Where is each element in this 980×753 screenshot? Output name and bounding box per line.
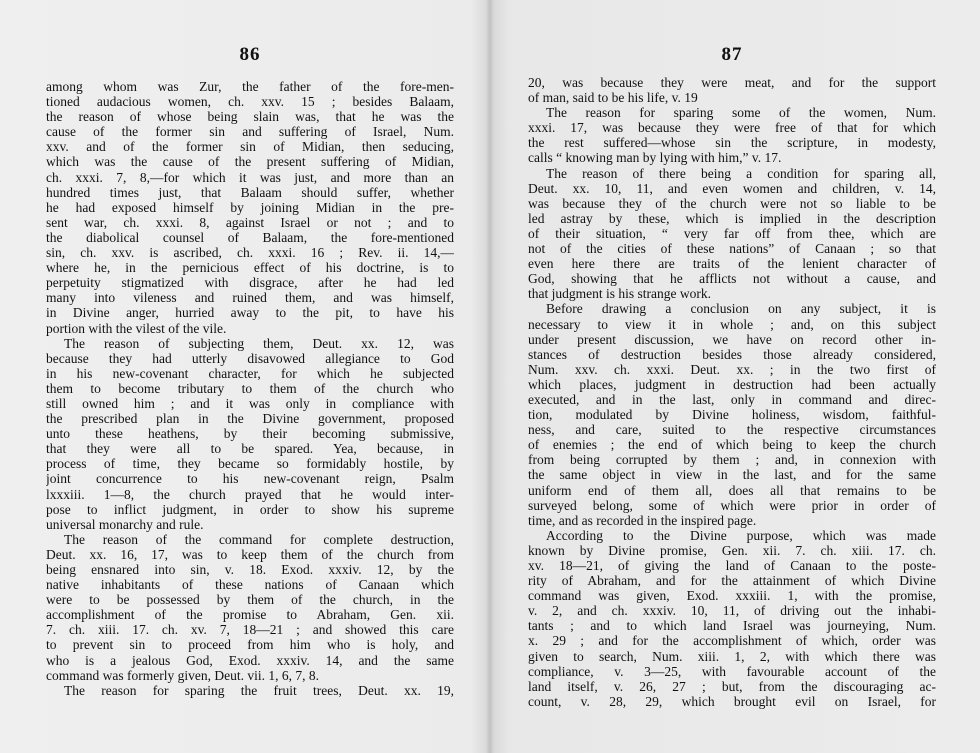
text-line: 7. ch. xiii. 17. ch. xv. 7, 18—21 ; and showed this care [46, 622, 454, 638]
text-line: The reason of there being a condition for sparing all, [546, 165, 936, 181]
text-line: in Divine anger, hurried away to the pit, to have his [46, 305, 454, 321]
book-gutter [486, 0, 494, 753]
text-line: universal monarchy and rule. [46, 516, 204, 532]
text-line: led astray by these, which is implied in the description [528, 210, 936, 226]
text-line: executed, and in the last, only in command and direc- [528, 391, 936, 407]
text-line: calls “ knowing man by lying with him,” v. 17. [528, 150, 782, 166]
text-line: lxxxiii. 1—8, the church prayed that he would inter- [46, 486, 454, 502]
text-line: surveyed belong, some of which were prior in order of [528, 497, 936, 513]
text-line: native inhabitants of these nations of Canaan which [46, 577, 454, 593]
text-line: given to search, Num. xiii. 1, 2, with which there was [528, 648, 936, 664]
text-line: known by Divine promise, Gen. xii. 7. ch. xiii. 17. ch. [528, 542, 936, 558]
text-line: Num. xxv. ch. xxxi. Deut. xx. ; in the two first of [528, 361, 936, 377]
text-line: that they were all to be spared. Yea, because, in [46, 441, 454, 457]
text-line: who is a jealous God, Exod. xxxiv. 14, and the same [46, 652, 454, 668]
text-line: portion with the vilest of the vile. [46, 320, 227, 336]
text-line: rity of Abraham, and for the attainment of which Divine [528, 573, 936, 589]
left-page-number: 86 [239, 44, 261, 65]
text-line: still owned him ; and it was only in compliance with [46, 395, 454, 411]
text-line: command was formerly given, Deut. vii. 1, 6, 7, 8. [46, 667, 319, 683]
text-line: compliance, v. 3—25, with favourable account of the [528, 663, 936, 679]
text-line: Deut. xx. 16, 17, was to keep them of the church from [46, 546, 454, 562]
text-line: land itself, v. 26, 27 ; but, from the discouraging ac- [528, 678, 936, 694]
text-line: the rest suffered—whose sin the scripture, in modesty, [528, 135, 936, 151]
text-line: among whom was Zur, the father of the fore-men- [46, 79, 454, 94]
text-line: count, v. 28, 29, which brought evil on Israel, for [528, 693, 936, 709]
text-line: stances of destruction besides those already considered, [528, 346, 936, 362]
text-line: of their situation, “ very far off from thee, which are [528, 225, 936, 241]
text-line: which places, judgment in destruction had been actually [528, 376, 936, 392]
text-line: ch. xxxi. 7, 8,—for which it was just, and more than an [46, 169, 454, 185]
text-line: accomplishment of the promise to Abraham, Gen. xii. [46, 607, 454, 623]
text-line: them to become tributary to them of the church who [46, 380, 454, 396]
text-line: he had exposed himself by joining Midian in the pre- [46, 199, 454, 215]
right-page-number: 87 [721, 44, 743, 65]
text-line: of man, said to be his life, v. 19 [528, 90, 698, 106]
text-line: Deut. xx. 10, 11, and even women and children, v. 14, [528, 180, 936, 196]
text-line: uniform end of them all, does all that remains to be [528, 482, 936, 498]
text-line: from being corrupted by them ; and, in connexion with [528, 452, 936, 468]
text-line: sin, ch. xxv. is ascribed, ch. xxxi. 16 ; Rev. ii. 14,— [46, 245, 454, 261]
text-line: process of time, they became so formidably hostile, by [46, 456, 454, 472]
text-line: The reason of subjecting them, Deut. xx. 12, was [64, 335, 454, 351]
text-line: were to be possessed by them of the church, in the [46, 592, 454, 608]
text-line: The reason for sparing the fruit trees, Deut. xx. 19, [64, 682, 454, 698]
text-line: cause of the former sin and suffering of Israel, Num. [46, 124, 454, 140]
text-line: many into vileness and ruined them, and was himself, [46, 290, 454, 306]
text-line: tioned audacious women, ch. xxv. 15 ; besides Balaam, [46, 94, 454, 110]
text-line: The reason for sparing some of the women, Num. [546, 105, 936, 121]
text-line: According to the Divine purpose, which was made [546, 527, 936, 543]
text-line: that judgment is his strange work. [528, 286, 711, 302]
text-line: under present discussion, we have on record other in- [528, 331, 936, 347]
text-line: which was the cause of the present suffering of Midian, [46, 154, 454, 170]
text-line: to prevent sin to proceed from him who is holy, and [46, 637, 454, 653]
text-line: being ensnared into sin, v. 18. Exod. xxxiv. 12, by the [46, 562, 454, 577]
text-line: pose to inflict judgment, in order to show his supreme [46, 501, 454, 517]
text-line: tants ; and to which land Israel was journeying, Num. [528, 618, 936, 634]
text-line: was because they of the church were not so liable to be [528, 195, 936, 211]
text-line: where he, in the pernicious effect of his doctrine, is to [46, 260, 454, 276]
text-line: unto these heathens, by their becoming submissive, [46, 426, 454, 442]
text-line: xxxi. 17, was because they were free of that for which [528, 120, 936, 136]
text-line: the same object in view in the last, and for the same [528, 467, 936, 483]
text-line: 20, was because they were meat, and for the support [528, 75, 936, 90]
text-line: the prescribed plan in the Divine government, proposed [46, 411, 454, 427]
text-line: of enemies ; the end of which being to keep the church [528, 437, 936, 453]
text-line: x. 29 ; and for the accomplishment of which, order was [528, 633, 936, 649]
text-line: the diabolical counsel of Balaam, the fore-mentioned [46, 229, 454, 245]
text-line: God, showing that he afflicts not without a cause, and [528, 271, 936, 287]
text-line: necessary to view it in whole ; and, on this subject [528, 316, 936, 332]
right-page-body [528, 75, 936, 709]
text-line: joint concurrence to his new-covenant reign, Psalm [46, 471, 454, 487]
text-line: in his new-covenant character, for which he subjected [46, 365, 454, 381]
text-line: xxv. and of the former sin of Midian, then seducing, [46, 139, 454, 155]
text-line: command was given, Exod. xxxiii. 1, with the promise, [528, 588, 936, 604]
text-line: perpetuity stigmatized with disgrace, after he had led [46, 275, 454, 291]
text-line: even here there are traits of the lenient character of [528, 256, 936, 272]
text-line: sent war, ch. xxxi. 8, against Israel or not ; and to [46, 214, 454, 230]
text-line: ness, and care, suited to the respective circumstances [528, 422, 936, 438]
text-line: not of the cities of these nations” of Canaan ; so that [528, 241, 936, 257]
text-line: v. 2, and ch. xxxiv. 10, 11, of driving out the inhabi- [528, 603, 936, 619]
text-line: tion, modulated by Divine holiness, wisdom, faithful- [528, 407, 936, 423]
text-line: The reason of the command for complete destruction, [64, 531, 454, 547]
text-line: time, and as recorded in the inspired page. [528, 512, 757, 528]
text-line: xv. 18—21, of giving the land of Canaan to the poste- [528, 558, 936, 573]
text-line: Before drawing a conclusion on any subject, it is [546, 301, 936, 317]
text-line: the reason of whose being slain was, that he was the [46, 109, 454, 125]
text-line: hundred times just, that Balaam should suffer, whether [46, 184, 454, 200]
text-line: because they had utterly disavowed allegiance to God [46, 350, 454, 366]
left-page-body [46, 79, 454, 698]
